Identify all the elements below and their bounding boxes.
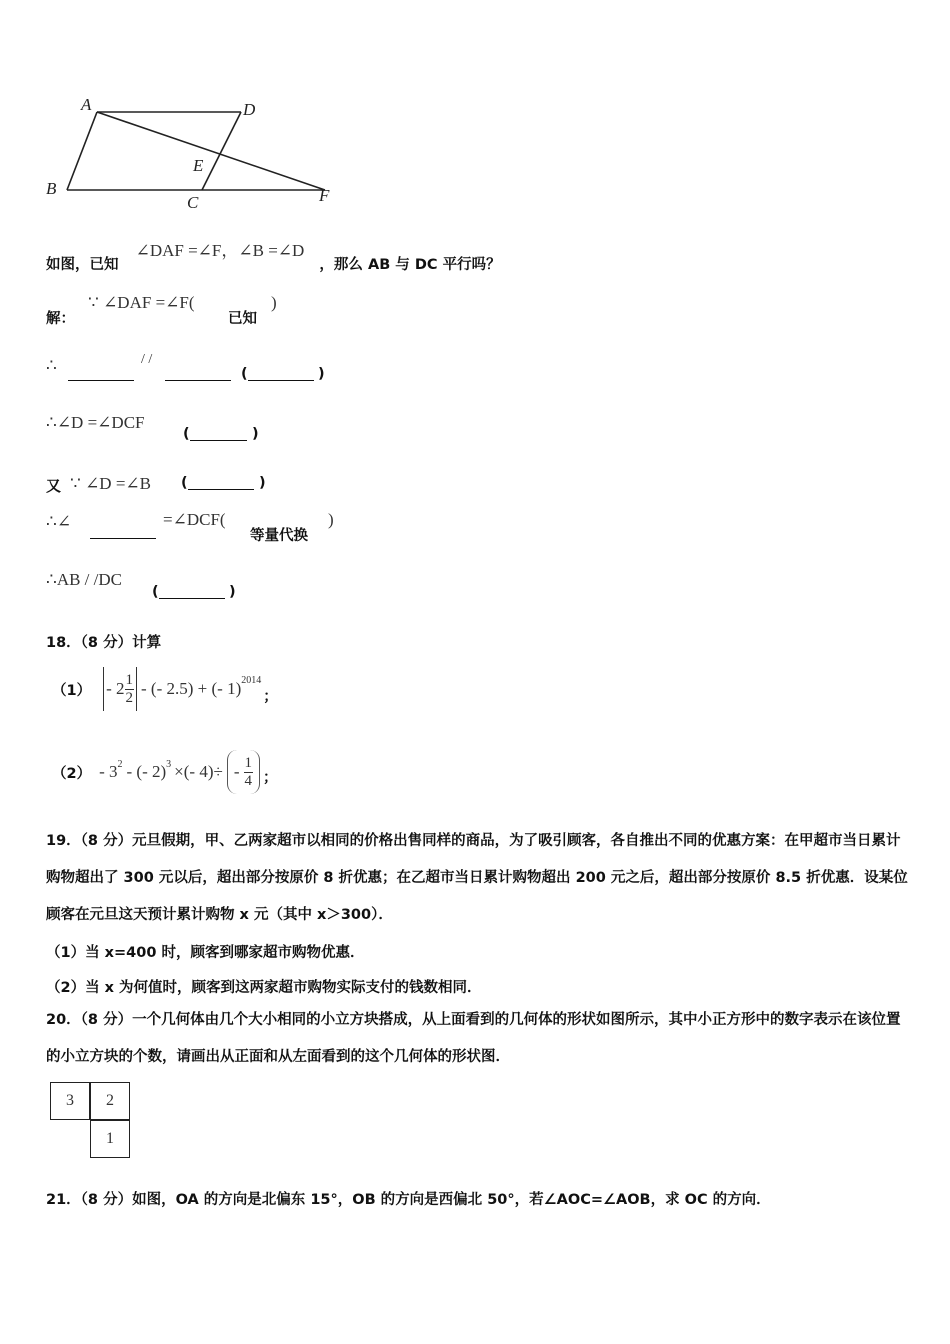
- q17-line4-math: ∵ ∠D =∠B: [70, 474, 152, 493]
- q19-sub1: （1）当 x=400 时，顾客到哪家超市购物优惠．: [46, 945, 365, 961]
- q17-line1-math: ∵ ∠DAF =∠F(: [88, 293, 195, 312]
- q17-line1-reason: 已知: [228, 311, 257, 327]
- grid-cell-3: 3: [50, 1082, 90, 1120]
- label-E: E: [193, 156, 204, 175]
- q17-stem-suffix: ，那么 AB 与 DC 平行吗？: [319, 257, 501, 273]
- q17-line3-math: ∴∠D =∠DCF: [46, 413, 145, 432]
- q17-line6-math: ∴AB / /DC: [46, 570, 122, 589]
- q17-blank-6[interactable]: [90, 524, 156, 539]
- q19-sub2: （2）当 x 为何值时，顾客到这两家超市购物实际支付的钱数相同．: [46, 980, 482, 996]
- label-F: F: [319, 186, 330, 205]
- q18-part2-fraction: [244, 755, 254, 790]
- q17-line1-close: ): [271, 293, 277, 312]
- q18-part2-b: - (- 2): [126, 762, 167, 781]
- absolute-value-expression: [103, 667, 137, 711]
- q17-blank-7[interactable]: [159, 584, 225, 599]
- q17-line5-math-b: =∠DCF(: [163, 510, 226, 529]
- q17-line4-paren-close: ): [259, 475, 266, 491]
- q18-part2: [52, 749, 278, 795]
- q17-line3-paren-open: (: [183, 426, 190, 442]
- q17-blank-3[interactable]: [248, 366, 314, 381]
- q17-line4-paren-open: (: [181, 475, 188, 491]
- q20-text: 20．（8 分）一个几何体由几个大小相同的小立方块搭成，从上面看到的几何体的形状如图所示，其中小正方形中的数字表示在该位置的小立方块的个数，请画出从正面和从左面看到的这个几何体的形状图．: [46, 1012, 901, 1065]
- q18-part2-exp2: 3: [166, 758, 172, 770]
- q17-line5-reason: 等量代换: [250, 528, 308, 544]
- q17-line6-paren-close: ): [229, 584, 236, 600]
- q18-part1-end: ；: [263, 688, 278, 705]
- q18-part2-frac-den: 4: [244, 772, 252, 789]
- q17-stem: [46, 236, 501, 273]
- geometry-figure: [40, 90, 350, 215]
- q18-part2-label: （2）: [52, 765, 92, 782]
- q17-line2-paren-open: (: [241, 366, 248, 382]
- q17-line5-close: ): [328, 510, 334, 529]
- q18-part1-label: （1）: [52, 682, 92, 699]
- q18-part1: [52, 666, 278, 712]
- q17-stem-math: ∠DAF =∠F，∠B =∠D: [135, 241, 305, 260]
- q17-line2-therefore: ∴: [46, 356, 57, 375]
- q19-text: 19．（8 分）元旦假期，甲、乙两家超市以相同的价格出售同样的商品，为了吸引顾客，各自推出不同的优惠方案：在甲超市当日累计购物超出了 300 元以后，超出部分按原价 8 折优惠；在乙超市当日累计购物超出 200 元之后，超出部分按原价 8.5 折优惠．设某位顾客在元旦这天预计累计购物 x 元（其中 x＞300）．: [46, 833, 908, 923]
- q18-part1-a: - 2: [106, 679, 125, 698]
- q17-stem-prefix: 如图，已知: [46, 257, 119, 273]
- q17-blank-2[interactable]: [165, 366, 231, 381]
- q17-blank-1[interactable]: [68, 366, 134, 381]
- label-A: A: [81, 95, 92, 114]
- q18-part2-a: - 3: [99, 762, 118, 781]
- q17-blank-5[interactable]: [188, 475, 254, 490]
- label-B: B: [46, 179, 57, 198]
- parenthesized-fraction: [227, 750, 260, 794]
- q18-part2-end: ；: [263, 769, 278, 786]
- solution-label: 解：: [46, 311, 75, 327]
- q18-part1-fraction: [125, 672, 135, 707]
- q18-part1-b: - (- 2.5) + (- 1): [141, 679, 242, 698]
- q18-part2-c: ×(- 4)÷: [174, 762, 223, 781]
- q17-line3-paren-close: ): [252, 426, 259, 442]
- q18-part1-frac-num: 1: [125, 671, 134, 688]
- q18-part2-frac-sign: -: [233, 762, 240, 781]
- label-D: D: [243, 100, 256, 119]
- q18-title: 18．（8 分）计算: [46, 635, 162, 651]
- q18-part2-exp1: 2: [117, 758, 123, 770]
- q17-line4-prefix: 又: [46, 477, 62, 495]
- q18-part1-exp: 2014: [241, 674, 262, 686]
- q17-line2-paren-close: ): [318, 366, 325, 382]
- q17-line6-paren-open: (: [152, 584, 159, 600]
- grid-cell-1: 1: [90, 1120, 130, 1158]
- q17-line5-math-a: ∴∠: [46, 512, 72, 531]
- q21-text: 21．（8 分）如图，OA 的方向是北偏东 15°，OB 的方向是西偏北 50°，若∠AOC=∠AOB，求 OC 的方向．: [46, 1192, 771, 1208]
- q17-line2-parallel: / /: [141, 352, 153, 367]
- q18-part2-frac-num: 1: [244, 754, 252, 771]
- q18-part1-frac-den: 2: [125, 689, 134, 706]
- q17-blank-4[interactable]: [190, 426, 247, 441]
- grid-cell-2: 2: [90, 1082, 130, 1120]
- label-C: C: [187, 193, 199, 212]
